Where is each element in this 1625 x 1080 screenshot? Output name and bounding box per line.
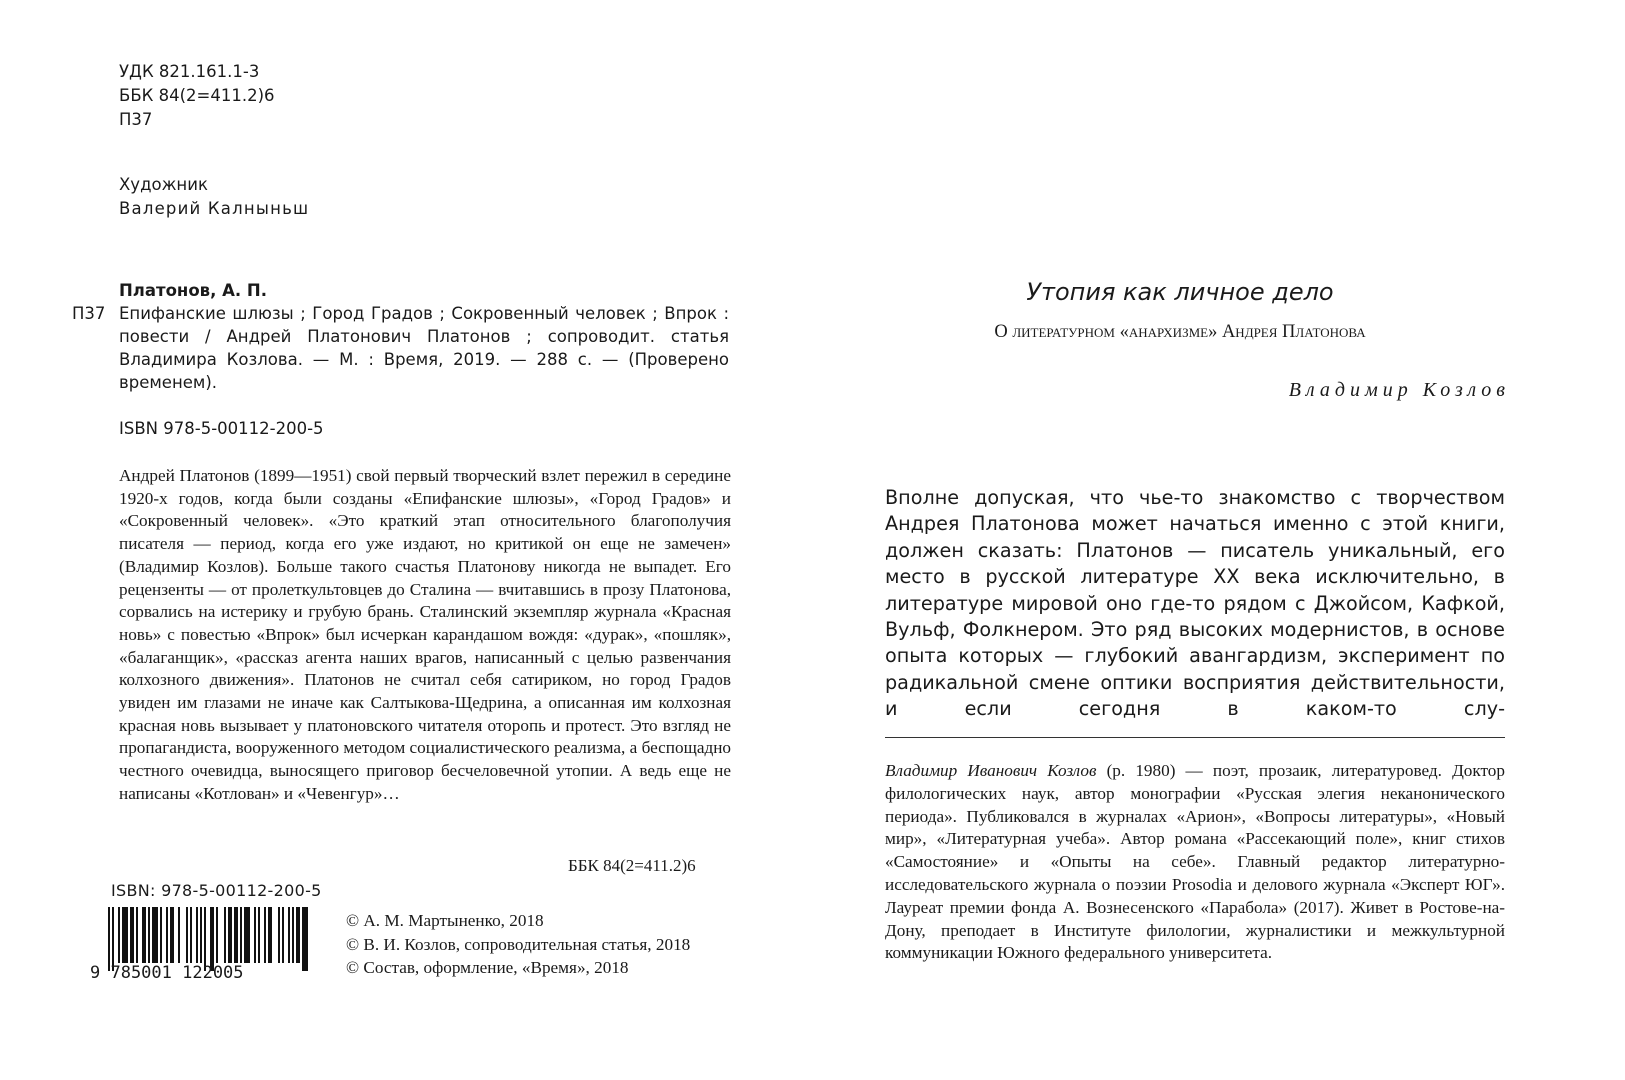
barcode-bar — [136, 907, 138, 963]
classification-codes — [119, 60, 275, 132]
biblio-author: Платонов, А. П. — [119, 281, 267, 300]
barcode-bar — [196, 907, 198, 963]
essay-author: Владимир Козлов — [1288, 379, 1510, 401]
footnote-text: (р. 1980) — поэт, прозаик, литературовед. Доктор филологических наук, автор монографии «Русская элегия неканонического периода». Публиковался в журналах «Арион», «Вопросы литературы», «Новый мир», «Литературная учеба». Автор романа «Рассекающий поле», книг стихов «Самостояние» и «Опыты на себе». Главный редактор литературно-исследовательского журнала о поэзии Prosodia и делового журнала «Эксперт ЮГ». Лауреат премии фонда А. Вознесенского «Парабола» (2017). Живет в Ростове-на-Дону, преподает в Институте филологии, журналистики и межкультурной коммуникации Южного федерального университета. — [885, 761, 1505, 963]
barcode-bar — [240, 907, 242, 963]
barcode-bar — [210, 907, 214, 971]
author-mark: П37 — [119, 110, 153, 129]
barcode-bar — [228, 907, 232, 963]
barcode-bar — [258, 907, 260, 963]
copyright-line: © Состав, оформление, «Время», 2018 — [346, 958, 629, 978]
footnote-author-name: Владимир Иванович Козлов — [885, 761, 1097, 780]
barcode-bar — [118, 907, 120, 963]
bbk-code: ББК 84(2=411.2)6 — [119, 86, 275, 105]
barcode-bar — [108, 907, 110, 971]
barcode-bar — [166, 907, 168, 963]
barcode-bar — [282, 907, 284, 963]
artist-name: Валерий Калныньш — [119, 199, 310, 218]
barcode-bar — [160, 907, 162, 963]
barcode-bar — [268, 907, 272, 963]
barcode-bar — [122, 907, 128, 963]
barcode-bar — [216, 907, 218, 963]
biblio-entry: Епифанские шлюзы ; Город Градов ; Сокровенный человек ; Впрок : повести / Андрей Платонович Платонов ; сопроводит. статья Владимира Козлова. — М. : Время, 2019. — 288 с. — (Проверено временем). — [119, 304, 729, 392]
barcode-bar — [152, 907, 158, 963]
barcode-bar — [296, 907, 300, 963]
essay-subtitle — [855, 322, 1505, 343]
barcode-bar — [130, 907, 134, 963]
bibliographic-record — [72, 279, 729, 394]
annotation: Андрей Платонов (1899—1951) свой первый творческий взлет пережил в середине 1920-х годов, когда были созданы «Епифанские шлюзы», «Город Градов» и «Сокровенный человек». «Это краткий этап относительного благополучия писателя — период, когда его уже издают, но критикой он еще не замечен» (Владимир Козлов). Больше такого счастья Платонову никогда не выпадет. Его рецензенты — от пролеткультовцев до Сталина — вчитавшись в прозу Платонова, сорвались на истерику и грубую брань. Сталинский экземпляр журнала «Красная новь» с повестью «Впрок» был исчеркан карандашом вождя: «дурак», «пошляк», «балаганщик», «рассказ агента наших врагов, написанный с целью развенчания колхозного движения». Платонов не считал себя сатириком, но город Градов увиден им глазами не иначе как Салтыкова-Щедрина, а описанная им колхозная красная новь вызывает у платоновского читателя оторопь и протест. Это взгляд не пропагандиста, вооруженного методом социалистического реализма, а беспощадно честного очевидца, выносящего приговор бесчеловечной утопии. А ведь еще не написаны «Котлован» и «Чевенгур»… — [119, 466, 731, 803]
barcode-bar — [224, 907, 226, 963]
barcode-bar — [254, 907, 256, 963]
barcode-image — [90, 907, 312, 971]
barcode-bar — [292, 907, 294, 963]
bbk-bottom: ББК 84(2=411.2)6 — [568, 856, 696, 875]
barcode-bar — [244, 907, 250, 963]
artist-label: Художник — [119, 175, 208, 194]
barcode-bar — [170, 907, 174, 963]
footnote-divider — [885, 737, 1505, 738]
barcode-bar — [302, 907, 308, 971]
isbn: ISBN 978-5-00112-200-5 — [119, 419, 324, 438]
biblio-call-mark: П37 — [72, 304, 106, 323]
essay-subtitle-text: О литературном «анархизме» Андрея Платонова — [994, 322, 1366, 342]
udk-code: УДК 821.161.1-3 — [119, 62, 260, 81]
copyright-list — [346, 909, 690, 980]
barcode-bar — [200, 907, 202, 963]
barcode-bar — [142, 907, 146, 963]
barcode-bar — [112, 907, 114, 971]
barcode-bar — [288, 907, 290, 963]
author-footnote — [885, 760, 1505, 965]
barcode-bar — [190, 907, 192, 963]
barcode-isbn: ISBN: 978-5-00112-200-5 — [111, 881, 322, 900]
barcode-bar — [204, 907, 206, 971]
barcode-bar — [178, 907, 180, 963]
essay-title: Утопия как личное дело — [1026, 278, 1334, 306]
copyright-line: © А. М. Мартыненко, 2018 — [346, 911, 544, 930]
barcode-bar — [264, 907, 266, 963]
barcode-bar — [186, 907, 188, 963]
barcode-bar — [148, 907, 150, 963]
barcode-bar — [278, 907, 280, 963]
essay-body: Вполне допуская, что чье-то знакомство с творчеством Андрея Платонова может начаться именно с этой книги, должен сказать: Платонов — писатель уникальный, его место в русской литературе XX века исключительно, в литературе мировой оно где-то рядом с Джойсом, Кафкой, Вульф, Фолкнером. Это ряд высоких модернистов, в основе опыта которых — глубокий авангардизм, эксперимент по радикальной смене оптики восприятия действительности, и если сегодня в каком-то слу- — [885, 486, 1505, 721]
artist-credit — [119, 173, 309, 221]
barcode-bar — [234, 907, 238, 963]
barcode-number: 9 785001 122005 — [90, 963, 244, 983]
copyright-line: © В. И. Козлов, сопроводительная статья, 2018 — [346, 934, 691, 954]
